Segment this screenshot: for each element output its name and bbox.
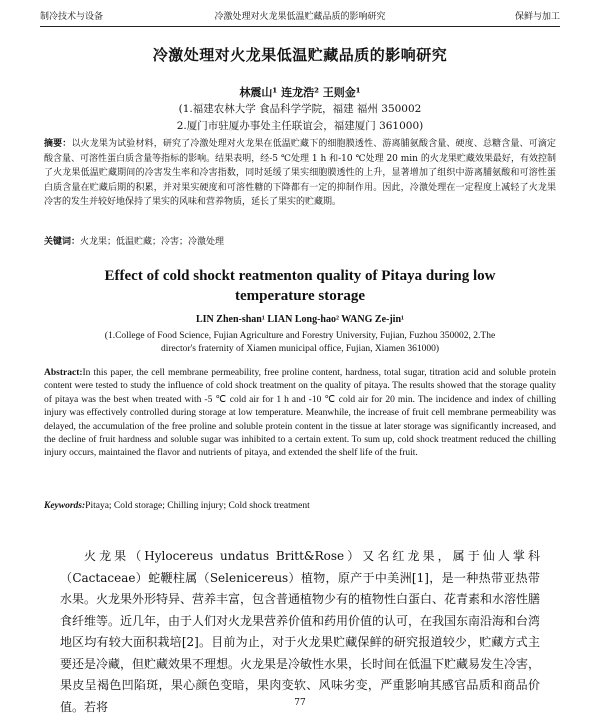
english-affiliations	[44, 330, 556, 356]
english-title	[40, 266, 560, 306]
page-number: 77	[294, 698, 306, 708]
chinese-affiliation-1: (1.福建农林大学 食品科学学院，福建 福州 350002	[178, 103, 422, 115]
english-affiliation-2: director's fraternity of Xiamen municipal office, Fujian, Xiamen 361000)	[160, 344, 439, 354]
chinese-abstract-label: 摘要：	[44, 139, 72, 149]
header-article-title: 冷激处理对火龙果低温贮藏品质的影响研究	[214, 12, 386, 22]
chinese-keywords-text: 火龙果；低温贮藏；冷害；冷激处理	[80, 237, 225, 247]
chinese-title: 冷激处理对火龙果低温贮藏品质的影响研究	[152, 46, 448, 64]
body-paragraph: 火龙果（Hylocereus undatus Britt&Rose）又名红龙果，属于仙人掌科（Cactaceae）蛇鞭柱属（Selenicereus）植物，原产于中美洲[1]，是一种热带亚热带水果。火龙果外形特异、营养丰富，包含普通植物少有的植物性白蛋白、花青素和水溶性膳食纤维等。近几年，由于人们对火龙果营养价值和药用价值的认可，在我国东南沿海和台湾地区均有较大面积栽培[2]。目前为止，对于火龙果贮藏保鲜的研究报道较少，贮藏方式主要还是冷藏，但贮藏效果不理想。火龙果是冷敏性水果，长时间在低温下贮藏易发生冷害，果皮呈褐色凹陷斑，果心颜色变暗，果肉变软、风味劣变，严重影响其感官品质和商品价值。若将	[60, 549, 541, 714]
chinese-authors: 林震山¹ 连龙浩² 王则金¹	[239, 86, 361, 99]
english-abstract-label: Abstract:	[44, 368, 83, 378]
chinese-abstract-text: 以火龙果为试验材料，研究了冷激处理对火龙果在低温贮藏下的细胞膜透性、游离脯氨酸含量、硬度、总糖含量、可滴定酸含量、可溶性蛋白质含量等指标的影响。结果表明，经-5 ℃处理 1 h 和-10 ℃处理 20 min 的火龙果贮藏效果最好，有效控制了火龙果低温贮藏期间的冷害发生率和冷害指数，同时延缓了果实细胞膜透性的上升，显著增加了组织中游离脯氨酸和可溶性蛋白质含量在贮藏后期的积累，并对果实硬度和可溶性糖的下降都有一定的抑制作用。因此，冷激处理在一定程度上减轻了火龙果冷害的发生并较好地保持了果实的风味和营养物质，延长了果实的贮藏期。	[44, 139, 556, 207]
english-abstract	[44, 367, 556, 461]
chinese-affiliations	[40, 101, 560, 135]
english-title-line-1: Effect of cold shockt reatmenton quality of Pitaya during low	[104, 268, 496, 284]
english-keywords-label: Keywords:	[44, 501, 86, 511]
header-journal-section: 制冷技术与设备	[40, 12, 104, 22]
chinese-abstract	[44, 137, 556, 210]
english-title-line-2: temperature storage	[234, 288, 366, 304]
running-header	[40, 10, 560, 27]
english-authors: LIN Zhen-shan¹ LIAN Long-hao² WANG Ze-jin¹	[195, 314, 405, 325]
english-keywords	[44, 500, 556, 513]
chinese-affiliation-2: 2.厦门市驻厦办事处主任联谊会，福建厦门 361000)	[176, 120, 424, 132]
english-affiliation-1: (1.College of Food Science, Fujian Agriculture and Forestry University, Fujian, Fuzhou 350002, 2.The	[104, 331, 496, 341]
english-abstract-text: In this paper, the cell membrane permeability, free proline content, hardness, total sugar, titration acid and soluble protein content were tested to study the influence of cold shock treatment on the quality of pitaya. The results showed that the storage quality of pitaya was the best when treated with -5 ℃ cold air for 1 h and -10 ℃ cold air for 20 min. The incidence and index of chilling injury was effectively controlled during storage at low temperature. Meanwhile, the increase of fruit cell membrane permeability was delayed, the accumulation of the free proline and soluble protein content in the tissue at later storage was significantly increased, and the decline of fruit hardness and soluble sugar was inhibited to a certain extent. To sum up, cold shock treatment reduced the chilling injury occurs, maintained the flavor and nutrients of pitaya, and extended the shelf life of the fruit.	[44, 368, 556, 459]
chinese-keywords-label: 关键词：	[44, 237, 81, 247]
english-keywords-text: Pitaya; Cold storage; Chilling injury; Cold shock treatment	[85, 501, 310, 511]
chinese-keywords	[44, 236, 556, 249]
header-column-name: 保鲜与加工	[514, 12, 560, 22]
